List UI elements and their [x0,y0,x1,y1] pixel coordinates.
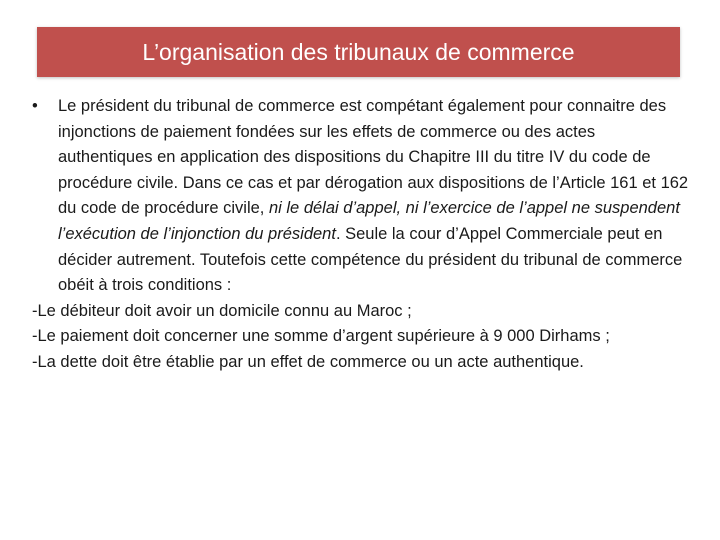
condition-item-2: -Le paiement doit concerner une somme d’argent supérieure à 9 000 Dirhams ; [32,327,610,346]
condition-item-1: -Le débiteur doit avoir un domicile connu au Maroc ; [32,301,412,320]
slide-body [32,94,692,376]
paragraph-text-part2: . Seule la cour d’Appel Commerciale peut en décider autrement. Toutefois cette compétence du président du tribunal de commerce obéit à trois conditions : [58,224,683,295]
slide-title: L’organisation des tribunaux de commerce [142,38,575,65]
condition-item-3: -La dette doit être établie par un effet de commerce ou un acte authentique. [32,352,584,371]
paragraph-italic-text: ni le délai d’appel, ni l’exercice de l’appel ne suspendent l’exécution de l’injonction du président [58,199,680,243]
paragraph-text-part1: Le président du tribunal de commerce est compétant également pour connaitre des injonctions de paiement fondées sur les effets de commerce ou des actes authentiques en application des dispositions du Chapitre III du titre IV du code de procédure civile. Dans ce cas et par dérogation aux dispositions de l’Article 161 et 162 du code de procédure civile, [58,97,689,218]
title-banner [37,27,680,77]
main-bullet-paragraph [32,94,692,299]
bullet-icon: • [32,97,38,115]
